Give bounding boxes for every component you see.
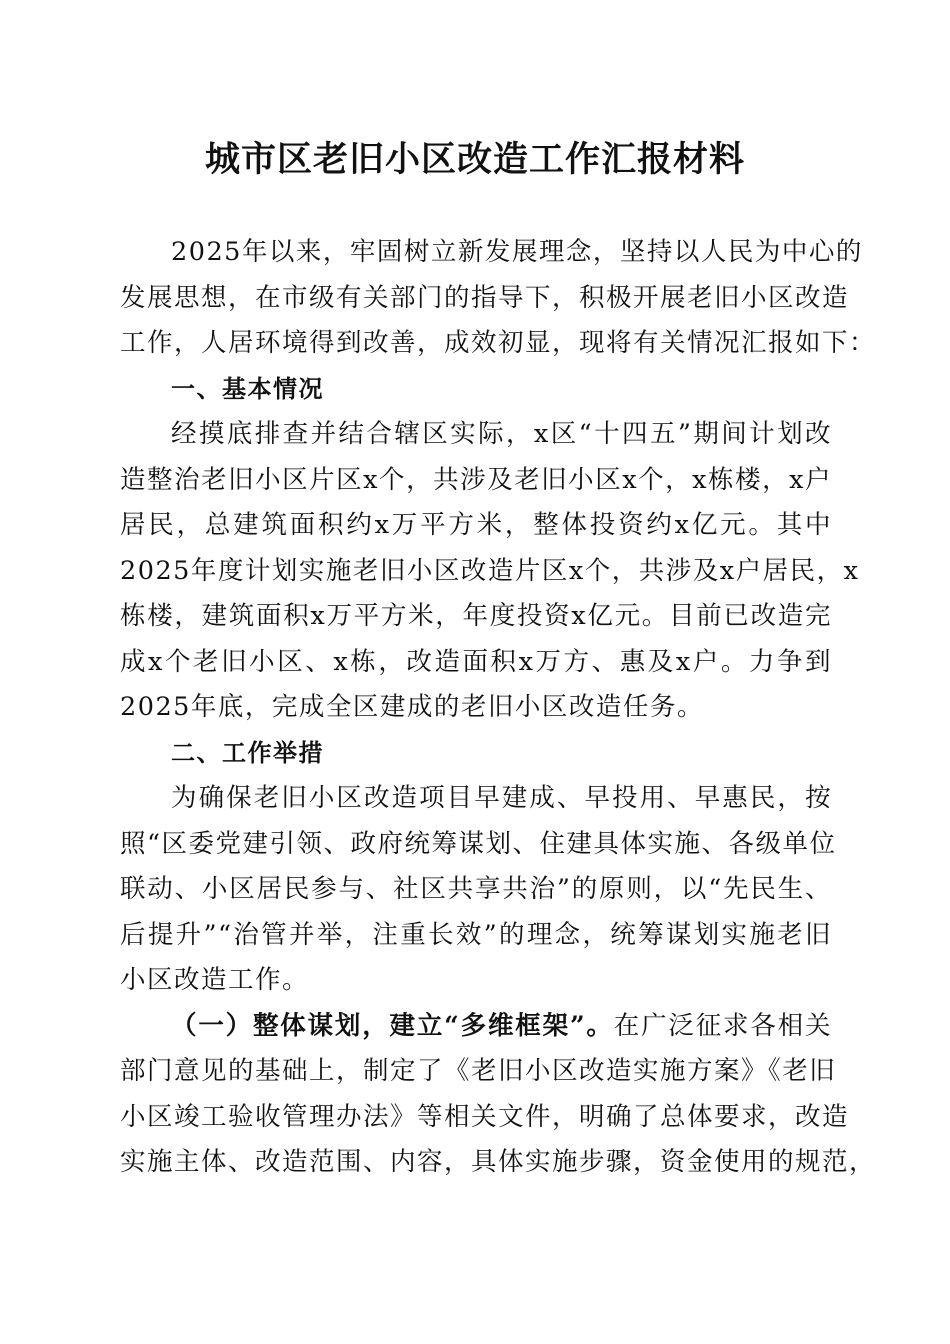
document-title: 城市区老旧小区改造工作汇报材料 xyxy=(204,139,745,180)
section-heading: 二、工作举措 xyxy=(171,738,324,767)
paragraph-line: 成x个老旧小区、x栋，改造面积x万方、惠及x户。力争到 xyxy=(120,646,832,677)
paragraph-line: 后提升”“治管并举，注重长效”的理念，统筹谋划实施老旧 xyxy=(120,919,832,950)
paragraph-line: 照“区委党建引领、政府统筹谋划、住建具体实施、各级单位 xyxy=(120,828,837,859)
paragraph-line: 为确保老旧小区改造项目早建成、早投用、早惠民，按 xyxy=(171,783,832,813)
document-body xyxy=(120,230,877,1186)
paragraph-line: 居民，总建筑面积约x万平方米，整体投资约x亿元。其中 xyxy=(120,510,832,540)
paragraph-line: 联动、小区居民参与、社区共享共治”的原则，以“先民生、 xyxy=(120,874,832,904)
intro-line: 2025年以来，牢固树立新发展理念，坚持以人民为中心的 xyxy=(171,237,863,267)
subsection-text: 在广泛征求各相关 xyxy=(613,1010,832,1041)
intro-line: 工作，人居环境得到改善，成效初显，现将有关情况汇报如下： xyxy=(120,328,877,358)
paragraph-line: 2025年底，完成全区建成的老旧小区改造任务。 xyxy=(120,692,704,722)
paragraph-line: 小区竣工验收管理办法》等相关文件，明确了总体要求，改造 xyxy=(120,1101,850,1132)
paragraph-line: 栋楼，建筑面积x万平方米，年度投资x亿元。目前已改造完 xyxy=(120,601,832,631)
paragraph-line: 造整治老旧小区片区x个，共涉及老旧小区x个，x栋楼，x户 xyxy=(120,464,832,495)
paragraph-line: 经摸底排查并结合辖区实际，x区“十四五”期间计划改 xyxy=(171,419,832,449)
paragraph-line: 小区改造工作。 xyxy=(120,965,310,995)
subsection-heading: （一）整体谋划，建立“多维框架”。 xyxy=(171,1010,614,1041)
paragraph-line: 部门意见的基础上，制定了《老旧小区改造实施方案》《老旧 xyxy=(120,1056,837,1086)
paragraph-line: 实施主体、改造范围、内容，具体实施步骤，资金使用的规范， xyxy=(120,1147,877,1177)
section-heading: 一、基本情况 xyxy=(171,374,324,403)
paragraph-line: 2025年度计划实施老旧小区改造片区x个，共涉及x户居民，x xyxy=(120,555,860,586)
subsection-first-line xyxy=(120,1004,832,1050)
intro-line: 发展思想，在市级有关部门的指导下，积极开展老旧小区改造 xyxy=(120,282,850,313)
